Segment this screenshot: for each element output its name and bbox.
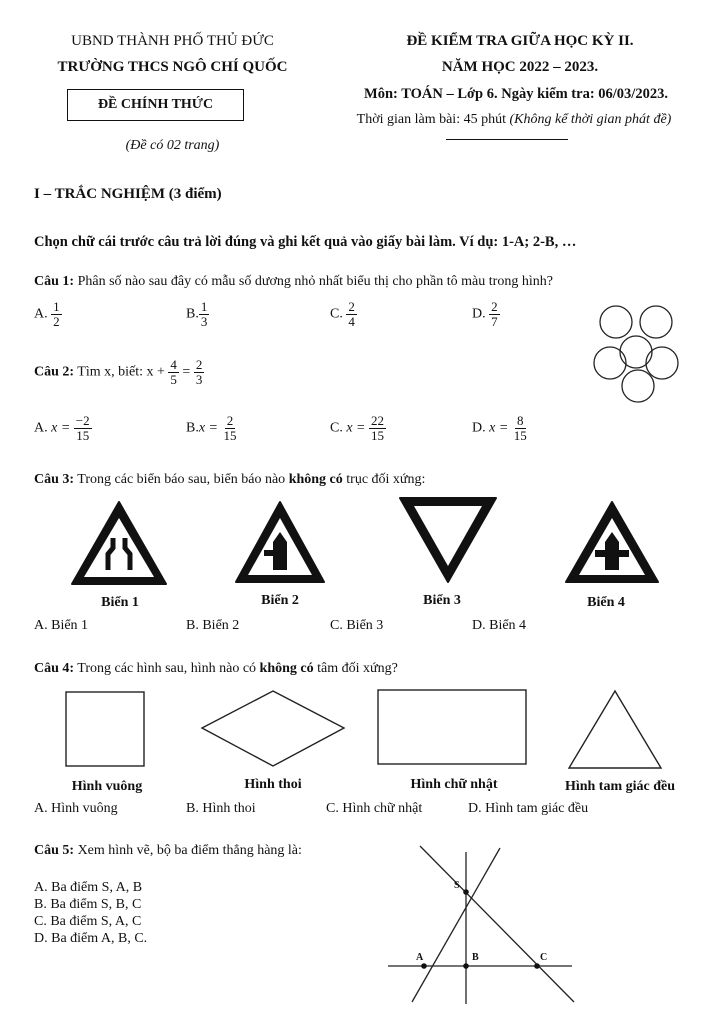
shape-3-caption: Hình chữ nhật [410, 777, 498, 792]
q1-option-c[interactable] [330, 300, 357, 328]
shape-rhombus [198, 688, 348, 770]
header-underline [446, 139, 568, 140]
question-5 [34, 843, 302, 859]
question-4-text-end: tâm đối xứng? [313, 661, 398, 676]
label-b: B [472, 952, 479, 963]
q3-option-c[interactable]: C. Biển 3 [330, 618, 384, 633]
question-3-emphasis: không có [288, 472, 343, 487]
option-letter: B. [186, 306, 199, 322]
option-letter: A. [34, 306, 48, 322]
option-letter: D. [472, 420, 486, 436]
fraction: $\frac{22}{15}$ [371, 413, 385, 443]
shape-1-caption: Hình vuông [71, 779, 143, 794]
school-authority: UBND THÀNH PHỐ THỦ ĐỨC [71, 33, 274, 49]
q5-option-b[interactable]: B. Ba điểm S, B, C [34, 897, 142, 912]
section-title: I – TRẮC NGHIỆM (3 điểm) [34, 186, 222, 202]
question-2-text: Tìm x, biết: x + [74, 364, 169, 380]
label-s: S [454, 880, 460, 891]
sign-2-side-road [232, 498, 328, 588]
fraction: $\frac{2}{7}$ [491, 299, 498, 329]
sign-2-caption: Biển 2 [261, 593, 299, 608]
question-5-text: Xem hình vẽ, bộ ba điểm thẳng hàng là: [74, 843, 302, 858]
option-letter: C. [330, 420, 343, 436]
fraction: $\frac{1}{2}$ [53, 299, 60, 329]
subject-date: Môn: TOÁN – Lớp 6. Ngày kiểm tra: 06/03/2023. [364, 86, 668, 102]
school-name: TRƯỜNG THCS NGÔ CHÍ QUỐC [57, 59, 288, 75]
circle-4 [594, 347, 626, 379]
fraction: $\frac{-2}{15}$ [75, 413, 90, 443]
circle-6 [622, 370, 654, 402]
q5-option-d[interactable]: D. Ba điểm A, B, C. [34, 931, 148, 946]
q1-option-d[interactable] [472, 300, 500, 328]
question-4-emphasis: không có [259, 661, 314, 676]
q4-option-d[interactable]: D. Hình tam giác đều [468, 801, 589, 816]
exam-title: ĐỀ KIỂM TRA GIỮA HỌC KỲ II. [406, 33, 634, 49]
question-5-label: Câu 5: [34, 843, 75, 858]
sign-1-road-narrows [68, 498, 170, 590]
q1-option-a[interactable] [34, 300, 62, 328]
equals-sign: = [178, 364, 194, 380]
time-allowed [318, 112, 710, 128]
circle-5 [646, 347, 678, 379]
shape-2-caption: Hình thoi [244, 777, 302, 792]
shape-square [64, 690, 148, 770]
q2-option-d[interactable] [472, 414, 529, 442]
q4-option-b[interactable]: B. Hình thoi [186, 801, 256, 816]
time-allowed-text: Thời gian làm bài: 45 phút [356, 112, 510, 127]
option-letter: A. [34, 420, 48, 436]
line-sc [420, 846, 574, 1002]
question-2-label: Câu 2: [34, 364, 75, 380]
time-allowed-note: (Không kể thời gian phát đề) [509, 112, 672, 127]
option-letter: C. [330, 306, 343, 322]
lines-figure [384, 842, 584, 1007]
point-s [463, 889, 469, 895]
fraction: $\frac{4}{5}$ [170, 357, 177, 387]
question-4 [34, 661, 398, 677]
point-c [534, 963, 540, 969]
fraction: $\frac{2}{15}$ [223, 413, 237, 443]
section-instruction: Chọn chữ cái trước câu trả lời đúng và ghi kết quả vào giấy bài làm. Ví dụ: 1-A; 2-B, … [34, 234, 577, 250]
question-3-text-end: trục đối xứng: [342, 472, 426, 487]
question-2 [34, 358, 204, 386]
question-4-label: Câu 4: [34, 661, 75, 676]
shape-rectangle [376, 688, 530, 768]
circles-figure [590, 300, 685, 418]
q3-option-b[interactable]: B. Biển 2 [186, 618, 240, 633]
fraction: $\frac{2}{3}$ [195, 357, 203, 387]
line-sa [412, 848, 500, 1002]
circle-2 [640, 306, 672, 338]
question-3-label: Câu 3: [34, 472, 75, 487]
circle-3 [620, 336, 652, 368]
q2-option-c[interactable] [330, 414, 386, 442]
label-c: C [540, 952, 548, 963]
fraction: $\frac{8}{15}$ [513, 413, 527, 443]
option-letter: B. [186, 420, 199, 436]
q5-option-a[interactable]: A. Ba điểm S, A, B [34, 880, 143, 895]
question-4-text: Trong các hình sau, hình nào có [74, 661, 260, 676]
shape-4-caption: Hình tam giác đều [564, 779, 676, 794]
q2-option-a[interactable] [34, 414, 92, 442]
option-lhs: x = [198, 420, 219, 436]
fraction: $\frac{1}{3}$ [200, 299, 208, 329]
official-exam-box: ĐỀ CHÍNH THỨC [67, 89, 244, 121]
q4-option-c[interactable]: C. Hình chữ nhật [326, 801, 423, 816]
q3-option-d[interactable]: D. Biển 4 [472, 618, 527, 633]
shape-equilateral-triangle [566, 688, 664, 772]
option-lhs: x = [489, 420, 509, 436]
option-letter: D. [472, 306, 486, 322]
q2-option-b[interactable] [186, 414, 239, 442]
option-lhs: x = [51, 420, 71, 436]
sign-3-caption: Biển 3 [423, 593, 461, 608]
sign-3-give-way [396, 494, 500, 586]
school-year: NĂM HỌC 2022 – 2023. [441, 59, 599, 75]
circle-1 [600, 306, 632, 338]
point-a [421, 963, 427, 969]
question-3 [34, 472, 425, 488]
q5-option-c[interactable]: C. Ba điểm S, A, C [34, 914, 142, 929]
sign-4-crossroad [562, 498, 662, 588]
pages-note: (Đề có 02 trang) [125, 138, 220, 153]
option-lhs: x = [346, 420, 366, 436]
point-b [463, 963, 469, 969]
sign-4-caption: Biển 4 [587, 595, 625, 610]
question-1 [34, 274, 553, 290]
question-1-text: Phân số nào sau đây có mẫu số dương nhỏ nhất biểu thị cho phần tô màu trong hình? [74, 274, 553, 289]
sign-1-caption: Biển 1 [101, 595, 139, 610]
q3-option-a[interactable]: A. Biển 1 [34, 618, 89, 633]
q4-option-a[interactable]: A. Hình vuông [34, 801, 118, 816]
question-1-label: Câu 1: [34, 274, 75, 289]
label-a: A [416, 952, 424, 963]
question-3-text: Trong các biển báo sau, biển báo nào [74, 472, 289, 487]
fraction: $\frac{2}{4}$ [348, 299, 355, 329]
q1-option-b[interactable] [186, 300, 209, 328]
